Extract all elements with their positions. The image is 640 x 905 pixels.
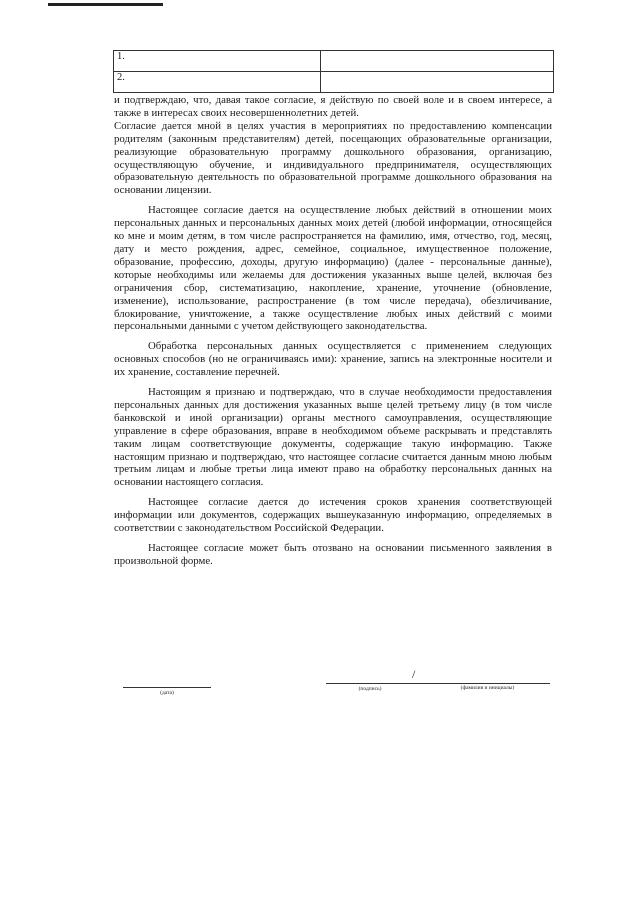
top-bar bbox=[48, 3, 163, 6]
paragraph-consent-scope: Настоящее согласие дается на осуществление любых действий в отношении моих персональных данных и персональных данных моих детей (любой информации, относящейся ко мне и моим детям, в том числе распространяется на фамилию, имя, отчество, год, месяц, дату и место рождения, адрес, семейное, социальное, имущественное положение, образование, профессию, доходы, другую информацию) (далее - персональные данные), которые необходимы или желаемы для достижения указанных выше целей, включая без ограничения сбор, систематизацию, накопление, хранение, уточнение (обновление, изменение), использование, распространение (в том числе передача), обезличивание, блокирование, уничтожение, а также осуществление любых иных действий с моими персональными данными с учетом действующего законодательства. bbox=[114, 204, 552, 333]
paragraph-consent-term: Настоящее согласие дается до истечения сроков хранения соответствующей информации или документов, содержащих вышеуказанную информацию, определяемых в соответствии с законодательством Российской Федерации. bbox=[114, 496, 552, 535]
name-caption: (фамилия и инициалы) bbox=[460, 685, 515, 691]
table-cell-value bbox=[321, 72, 554, 93]
paragraph-consent-voluntary: и подтверждаю, что, давая такое согласие, я действую по своей воле и в своем интересе, а также в интересах своих несовершеннолетних детей. bbox=[114, 94, 552, 119]
table-cell-number: 2. bbox=[114, 72, 321, 93]
paragraph-third-parties: Настоящим я признаю и подтверждаю, что в случае необходимости предоставления персональных данных для достижения указанных выше целей третьему лицу (в том числе банковской и иной организации) органы местного самоуправления, осуществляющие управление в сфере образования, вправе в необходимом объеме раскрывать и представлять таким лицам соответствующие документы, содержащие такую информацию. Также настоящим признаю и подтверждаю, что настоящее согласие считается данным мною любым третьим лицам и любые третьи лица имеют право на обработку персональных данных на основании настоящего согласия. bbox=[114, 386, 552, 489]
paragraph-consent-purpose: Согласие дается мной в целях участия в мероприятиях по предоставлению компенсации родителям (законным представителям) детей, посещающих образовательные организации, реализующие образовательную программу дошкольного образования, организацию, осуществляющую обучение, и индивидуального предпринимателя, осуществляющих образовательную деятельность по образовательной программе дошкольного образования на основании лицензии. bbox=[114, 119, 552, 197]
table-cell-value bbox=[321, 51, 554, 72]
table-row bbox=[114, 51, 554, 72]
document-body bbox=[114, 94, 552, 568]
date-caption: (дата) bbox=[160, 690, 174, 696]
signature-separator: / bbox=[412, 667, 416, 681]
signature-line bbox=[326, 683, 550, 684]
table-row bbox=[114, 72, 554, 93]
signature-caption: (подпись) bbox=[358, 686, 382, 692]
paragraph-processing-methods: Обработка персональных данных осуществляется с применением следующих основных способов (но не ограничиваясь ими): хранение, запись на электронные носители и их хранение, составление перечней. bbox=[114, 340, 552, 379]
header-table bbox=[113, 50, 554, 93]
table-cell-number: 1. bbox=[114, 51, 321, 72]
paragraph-consent-revocation: Настоящее согласие может быть отозвано на основании письменного заявления в произвольной форме. bbox=[114, 542, 552, 567]
date-line bbox=[123, 687, 211, 688]
